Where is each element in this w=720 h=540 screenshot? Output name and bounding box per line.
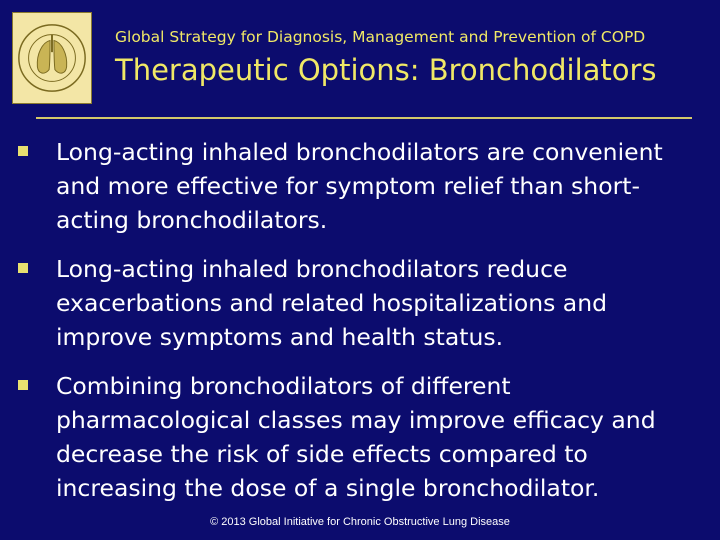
bullet-item [18,252,698,354]
bullet-text: Combining bronchodilators of different pharmacological classes may improve efficacy and decrease the risk of side effects compared to increasing the dose of a single bronchodilator. [56,372,656,502]
slide-subtitle: Global Strategy for Diagnosis, Management and Prevention of COPD [115,28,646,46]
bullet-list [18,135,698,520]
bullet-square-icon [18,380,28,390]
title-divider [36,117,692,119]
slide-title: Therapeutic Options: Bronchodilators [115,53,657,87]
bullet-text: Long-acting inhaled bronchodilators reduce exacerbations and related hospitalizations and improve symptoms and health status. [56,255,608,351]
bullet-item [18,135,698,237]
bullet-square-icon [18,146,28,156]
bullet-text: Long-acting inhaled bronchodilators are convenient and more effective for symptom relief than short-acting bronchodilators. [56,138,663,234]
copyright-footer: © 2013 Global Initiative for Chronic Obstructive Lung Disease [210,516,510,528]
gold-logo-icon [12,12,92,104]
bullet-square-icon [18,263,28,273]
bullet-item [18,369,698,505]
